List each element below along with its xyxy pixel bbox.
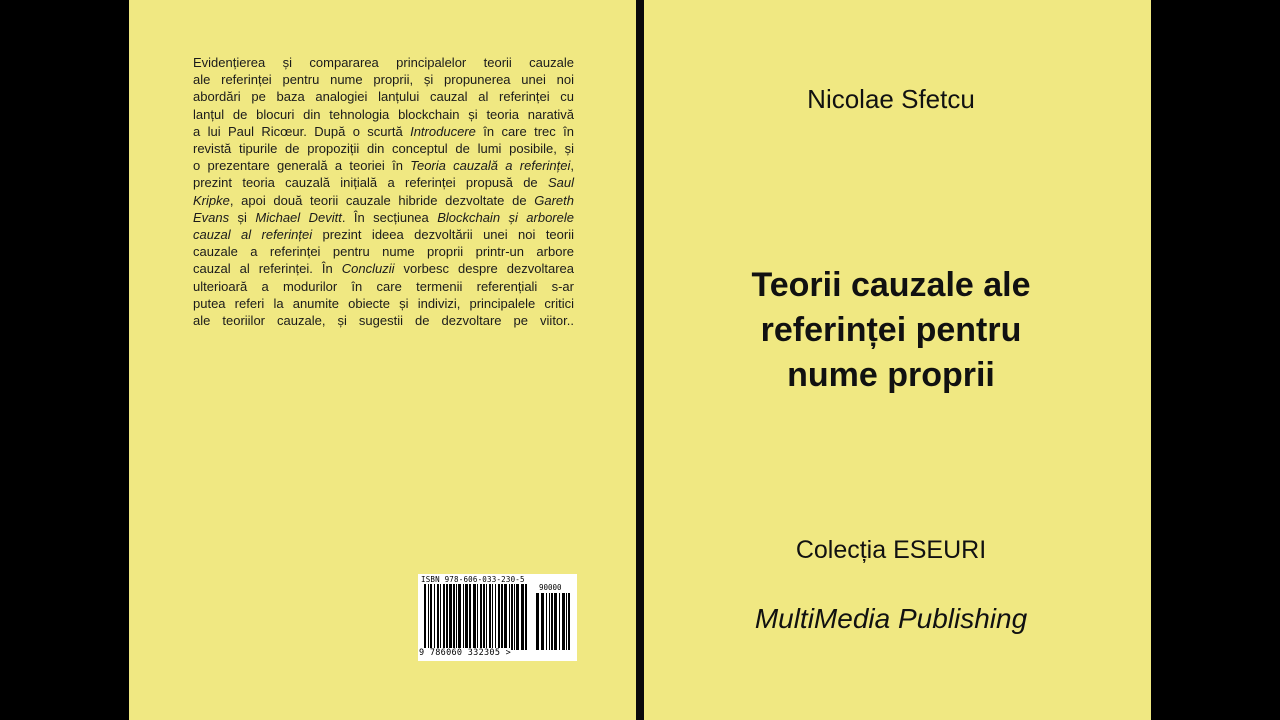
barcode-bar bbox=[562, 593, 565, 650]
back-cover-blurb bbox=[193, 54, 574, 329]
barcode-bar bbox=[559, 593, 560, 650]
barcode-number-label: 9 786060 332305 > bbox=[419, 648, 512, 658]
title-line: referinței pentru bbox=[760, 311, 1022, 349]
barcode-bar bbox=[480, 584, 482, 650]
blurb-text-run: abordări pe baza analogiei lanțului cauzal al referinței cu bbox=[193, 89, 574, 105]
blurb-text-run: ulterioară a modurilor în care termenii referențiali s-ar bbox=[193, 278, 574, 294]
blurb-line bbox=[193, 243, 574, 260]
barcode-bar bbox=[566, 593, 567, 650]
blurb-line bbox=[193, 192, 574, 209]
barcode-bar bbox=[536, 593, 539, 650]
blurb-line bbox=[193, 260, 574, 277]
barcode-bar bbox=[504, 584, 507, 650]
barcode-bar bbox=[428, 584, 429, 650]
book-title bbox=[644, 263, 1138, 398]
barcode-bar bbox=[446, 584, 448, 650]
barcode-bar bbox=[541, 593, 544, 650]
collection-name: Colecția ESEURI bbox=[795, 536, 987, 564]
blurb-text-run: , bbox=[570, 158, 574, 174]
author-name: Nicolae Sfetcu bbox=[807, 84, 975, 114]
blurb-italic-run: Teoria cauzală a referinței bbox=[410, 158, 571, 174]
blurb-line bbox=[193, 54, 574, 71]
blurb-italic-run: cauzal al referinței bbox=[193, 227, 313, 243]
blurb-line bbox=[193, 123, 574, 140]
blurb-text-run: , apoi două teorii cauzale hibride dezvoltate de bbox=[229, 192, 535, 208]
blurb-text-run: o prezentare generală a teoriei în bbox=[193, 158, 411, 174]
blurb-text-run: a lui Paul Ricœur. După o scurtă bbox=[193, 123, 411, 139]
title-line: Teorii cauzale ale bbox=[751, 266, 1031, 304]
barcode-bar bbox=[516, 584, 519, 650]
barcode-bar bbox=[549, 593, 550, 650]
blurb-italic-run: Kripke bbox=[193, 192, 230, 208]
barcode-addon-bars bbox=[536, 593, 572, 650]
blurb-text-run: putea referi la anumite obiecte și indivizi, principalele critici bbox=[193, 295, 574, 311]
blurb-line bbox=[193, 106, 574, 123]
barcode-bar bbox=[473, 584, 476, 650]
blurb-line bbox=[193, 312, 574, 329]
blurb-text-run: Evidențierea și compararea principalelor teorii cauzale bbox=[193, 55, 574, 70]
blurb-text-run: ale referinței pentru nume proprii, și propunerea unei noi bbox=[193, 72, 574, 88]
blurb-text-run: vorbesc despre dezvoltarea bbox=[394, 261, 574, 277]
blurb-italic-run: Blockchain și arborele bbox=[437, 209, 574, 225]
blurb-italic-run: Michael Devitt bbox=[255, 209, 342, 225]
barcode-bar bbox=[477, 584, 478, 650]
barcode-bar bbox=[521, 584, 524, 650]
barcode-bar bbox=[492, 584, 493, 650]
barcode-bar bbox=[453, 584, 455, 650]
blurb-text-run: și bbox=[229, 209, 256, 225]
blurb-text-run: prezint teoria cauzală inițială a referinței propusă de bbox=[193, 175, 548, 191]
blurb-text-run: revistă tipurile de propoziții din conceptul de lumi posibile, și bbox=[193, 141, 574, 157]
barcode-bar bbox=[551, 593, 553, 650]
blurb-text-run: cauzal al referinței. În bbox=[193, 261, 342, 277]
barcode-bar bbox=[483, 584, 485, 650]
barcode-bar bbox=[443, 584, 445, 650]
barcode-bar bbox=[568, 593, 570, 650]
title-line: nume proprii bbox=[787, 356, 995, 394]
barcode-addon-label: 90000 bbox=[539, 583, 562, 592]
barcode-bar bbox=[458, 584, 461, 650]
blurb-line bbox=[193, 140, 574, 157]
blurb-line bbox=[193, 71, 574, 88]
blurb-text-run: . În secțiunea bbox=[341, 209, 438, 225]
blurb-line bbox=[193, 295, 574, 312]
barcode-bar bbox=[463, 584, 464, 650]
blurb-line bbox=[193, 88, 574, 105]
blurb-line bbox=[193, 209, 574, 226]
barcode-bar bbox=[546, 593, 547, 650]
blurb-text-run: ale teoriilor cauzale, și sugestii de dezvoltare pe viitor.. bbox=[193, 313, 574, 329]
blurb-line bbox=[193, 278, 574, 295]
blurb-line bbox=[193, 226, 574, 243]
barcode-bar bbox=[498, 584, 500, 650]
isbn-barcode bbox=[418, 574, 577, 661]
barcode-bar bbox=[465, 584, 468, 650]
blurb-text-run: lanțul de blocuri din tehnologia blockchain și teoria narativă bbox=[193, 106, 574, 122]
barcode-bar bbox=[449, 584, 452, 650]
blurb-italic-run: Introducere bbox=[410, 123, 476, 139]
blurb-italic-run: Concluzii bbox=[341, 261, 395, 277]
front-cover bbox=[644, 0, 1151, 720]
blurb-text-run: în care trec în bbox=[475, 123, 575, 139]
blurb-italic-run: Gareth bbox=[534, 192, 574, 208]
blurb-italic-run: Evans bbox=[193, 209, 230, 225]
book-spine bbox=[636, 0, 644, 720]
barcode-bar bbox=[509, 584, 510, 650]
barcode-main-bars bbox=[424, 584, 530, 650]
barcode-bar bbox=[469, 584, 471, 650]
isbn-label: ISBN 978-606-033-230-5 bbox=[421, 575, 525, 584]
barcode-bar bbox=[486, 584, 487, 650]
barcode-bar bbox=[437, 584, 439, 650]
barcode-bar bbox=[514, 584, 515, 650]
barcode-bar bbox=[424, 584, 426, 650]
blurb-line bbox=[193, 174, 574, 191]
barcode-bar bbox=[525, 584, 527, 650]
blurb-text-run: cauzale a referinței pentru nume proprii printr-un arbore bbox=[193, 244, 574, 260]
blurb-text-run: prezint ideea dezvoltării unei noi teorii bbox=[312, 227, 574, 243]
back-cover bbox=[129, 0, 636, 720]
barcode-bar bbox=[456, 584, 457, 650]
blurb-line bbox=[193, 157, 574, 174]
barcode-bar bbox=[440, 584, 441, 650]
barcode-bar bbox=[489, 584, 491, 650]
barcode-bar bbox=[495, 584, 496, 650]
barcode-bar bbox=[434, 584, 435, 650]
barcode-bar bbox=[511, 584, 513, 650]
barcode-bar bbox=[501, 584, 503, 650]
blurb-italic-run: Saul bbox=[547, 175, 574, 191]
barcode-bar bbox=[554, 593, 557, 650]
publisher-name: MultiMedia Publishing bbox=[754, 603, 1028, 634]
barcode-bar bbox=[430, 584, 432, 650]
